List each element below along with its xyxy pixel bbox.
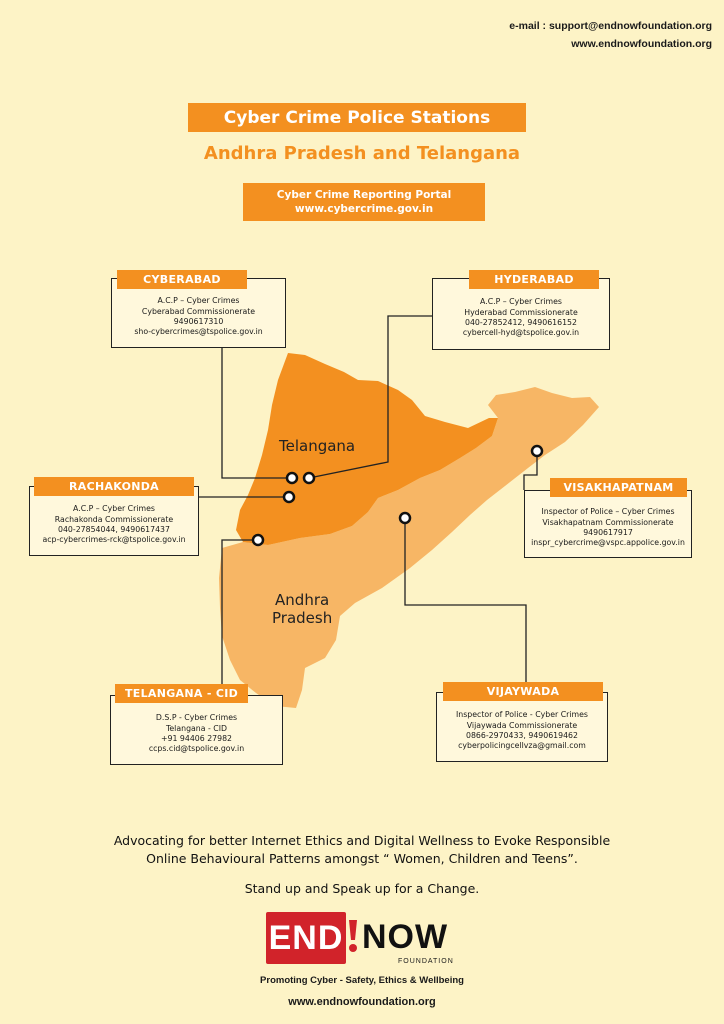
call-to-action: Stand up and Speak up for a Change. (244, 881, 480, 896)
station-line: A.C.P – Cyber Crimes (480, 297, 562, 307)
marker-vijaywada (400, 513, 410, 523)
station-line[interactable]: acp-cybercrimes-rck@tspolice.gov.in (42, 535, 186, 545)
station-label-rachakonda: RACHAKONDA (34, 477, 194, 496)
station-line: Cyberabad Commissionerate (141, 306, 256, 316)
endnow-logo (266, 912, 456, 964)
station-line[interactable]: cybercell-hyd@tspolice.gov.in (462, 328, 580, 338)
station-label-cyberabad: CYBERABAD (117, 270, 247, 289)
station-line: Vijaywada Commissionerate (466, 720, 578, 730)
station-label-telangana-cid: TELANGANA - CID (115, 684, 248, 703)
station-line: Hyderabad Commissionerate (464, 307, 578, 317)
station-line: A.C.P – Cyber Crimes (157, 296, 240, 306)
tagline-line1: Advocating for better Internet Ethics and Digital Wellness to Evoke Responsible (113, 833, 611, 848)
station-line[interactable]: 040-27852412, 9490616152 (465, 318, 577, 327)
station-line[interactable]: cyberpolicingcellvza@gmail.com (458, 741, 586, 751)
station-card-telangana-cid (110, 695, 283, 765)
station-line[interactable]: 9490617917 (583, 528, 633, 537)
station-card-vijaywada (436, 692, 608, 762)
station-line: Inspector of Police - Cyber Crimes (456, 710, 588, 720)
logo-now-text: NOW (362, 918, 449, 956)
logo-foundation-text: FOUNDATION (398, 958, 454, 965)
logo-end-text: END (268, 918, 344, 957)
ap-label-line2: Pradesh (272, 609, 333, 627)
station-line[interactable]: +91 94406 27982 (160, 734, 233, 743)
telangana-label: Telangana (279, 437, 356, 455)
portal-url[interactable]: www.cybercrime.gov.in (294, 203, 434, 215)
station-line: D.S.P - Cyber Crimes (155, 713, 238, 723)
portal-label: Cyber Crime Reporting Portal (276, 188, 452, 201)
marker-rachakonda (284, 492, 294, 502)
contact-website[interactable]: www.endnowfoundation.org (571, 38, 712, 50)
logo-end-block (266, 912, 346, 964)
contact-email[interactable]: e-mail : support@endnowfoundation.org (509, 20, 712, 32)
station-line[interactable]: 9490617310 (173, 317, 224, 326)
marker-visakhapatnam (532, 446, 542, 456)
station-line: Telangana - CID (165, 723, 228, 733)
station-line[interactable]: 0866-2970433, 9490619462 (466, 731, 578, 740)
ap-label-line1: Andhra (275, 591, 330, 609)
station-line[interactable]: ccps.cid@tspolice.gov.in (148, 744, 245, 754)
station-card-rachakonda (29, 486, 199, 556)
footer-website[interactable]: www.endnowfoundation.org (288, 996, 436, 1008)
page-title: Cyber Crime Police Stations (223, 107, 491, 128)
station-line[interactable]: inspr_cybercrime@vspc.appolice.gov.in (531, 538, 685, 548)
station-label-visakhapatnam: VISAKHAPATNAM (550, 478, 687, 497)
station-line[interactable]: 040-27854044, 9490617437 (58, 525, 170, 534)
andhra-pradesh-label (272, 591, 332, 627)
page-subtitle: Andhra Pradesh and Telangana (203, 143, 521, 164)
tagline (0, 832, 724, 868)
station-line[interactable]: sho-cybercrimes@tspolice.gov.in (134, 327, 263, 337)
marker-hyderabad (304, 473, 314, 483)
tagline-line2: Online Behavioural Patterns amongst “ Women, Children and Teens”. (146, 851, 578, 867)
station-line: Rachakonda Commissionerate (54, 514, 174, 524)
station-line: Visakhapatnam Commissionerate (542, 517, 674, 527)
station-card-visakhapatnam (524, 490, 692, 558)
station-label-hyderabad: HYDERABAD (469, 270, 599, 289)
logo-promo-text: Promoting Cyber - Safety, Ethics & Wellbeing (260, 975, 464, 986)
station-line: A.C.P – Cyber Crimes (73, 504, 155, 514)
marker-telangana-cid (253, 535, 263, 545)
station-label-vijaywada: VIJAYWADA (443, 682, 603, 701)
marker-cyberabad (287, 473, 297, 483)
station-line: Inspector of Police – Cyber Crimes (541, 507, 675, 517)
